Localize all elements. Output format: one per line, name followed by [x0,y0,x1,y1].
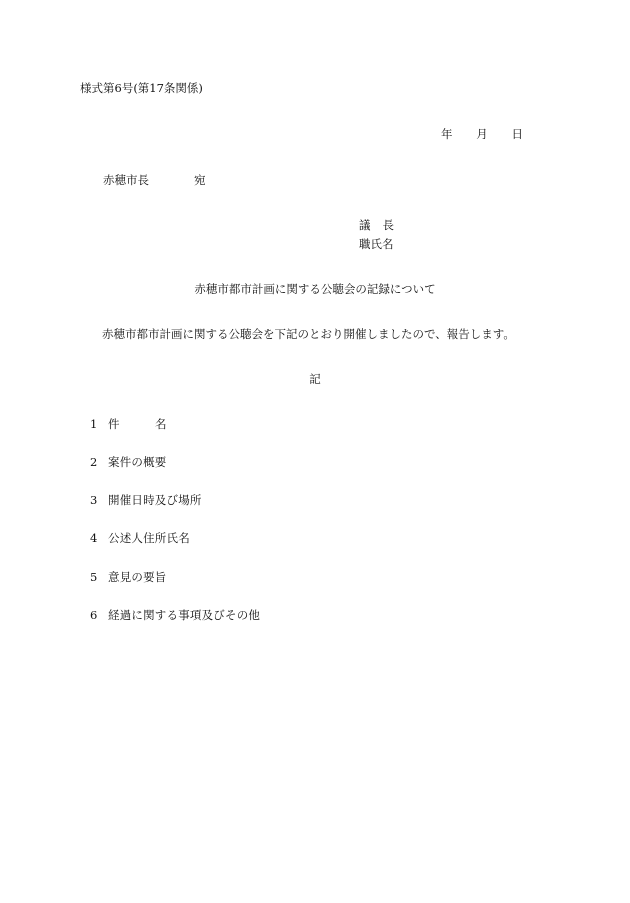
item-number: 6 [90,608,98,622]
item-label-part-a: 件 [108,417,120,431]
sender-name-label: 職氏名 [359,237,394,251]
item-number: 2 [90,455,98,469]
item-label: 公述人住所氏名 [108,531,190,545]
list-item-4 [90,533,190,545]
list-item-3 [90,495,202,507]
document-title: 赤穂市都市計画に関する公聴会の記録について [194,282,436,296]
date-month: 月 [476,127,488,141]
item-label [108,419,167,431]
list-item-2 [90,457,167,469]
item-number: 1 [90,417,98,431]
date-line [441,129,523,141]
addressee-honorific: 宛 [194,173,206,187]
list-item-1 [90,419,167,431]
item-label: 案件の概要 [108,455,167,469]
item-label: 開催日時及び場所 [108,493,202,507]
form-number: 様式第6号(第17条関係) [80,81,203,95]
list-item-6 [90,610,260,622]
addressee [103,175,206,187]
item-number: 3 [90,493,98,507]
item-label: 経過に関する事項及びその他 [108,608,261,622]
sender-title-char-2: 長 [382,218,394,232]
item-label: 意見の要旨 [108,570,167,584]
sender-title [359,220,394,232]
date-day: 日 [511,127,523,141]
sender-title-char-1: 議 [359,218,371,232]
addressee-name: 赤穂市長 [103,173,149,187]
item-number: 5 [90,570,98,584]
body-text: 赤穂市都市計画に関する公聴会を下記のとおり開催しましたので、報告します。 [102,327,515,341]
date-year: 年 [441,127,453,141]
ki-heading: 記 [309,372,321,386]
list-item-5 [90,572,167,584]
item-label-part-b: 名 [155,417,167,431]
item-number: 4 [90,531,98,545]
